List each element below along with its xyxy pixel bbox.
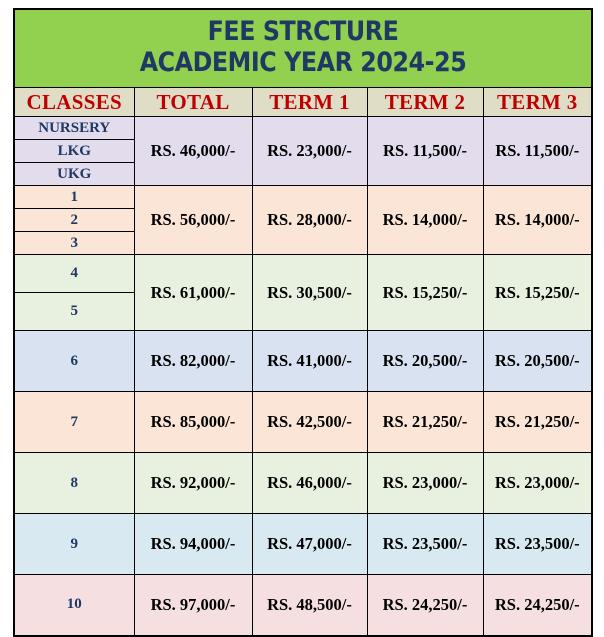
fee-amount-total: RS. 56,000/- [134, 186, 252, 255]
fee-amount-total: RS. 46,000/- [134, 117, 252, 186]
class-label-cell: 3 [14, 232, 134, 255]
title-line-1: FEE STRCTURE [207, 16, 399, 47]
fee-amount-total: RS. 92,000/- [134, 453, 252, 514]
column-header-term1: TERM 1 [252, 88, 367, 117]
fee-amount-term2: RS. 21,250/- [367, 392, 483, 453]
fee-amount-term2: RS. 20,500/- [367, 331, 483, 392]
table-row [14, 255, 592, 293]
fee-amount-term3: RS. 23,000/- [483, 453, 592, 514]
class-label-cell: LKG [14, 140, 134, 163]
title-line-2: ACADEMIC YEAR 2024-25 [139, 47, 467, 78]
fee-amount-term1: RS. 41,000/- [252, 331, 367, 392]
fee-amount-total: RS. 61,000/- [134, 255, 252, 331]
fee-amount-term2: RS. 23,000/- [367, 453, 483, 514]
fee-amount-term3: RS. 20,500/- [483, 331, 592, 392]
column-header-term2: TERM 2 [367, 88, 483, 117]
column-header-classes: CLASSES [14, 88, 134, 117]
fee-table-container [13, 8, 591, 637]
column-header-total: TOTAL [134, 88, 252, 117]
fee-amount-term2: RS. 23,500/- [367, 514, 483, 575]
fee-amount-total: RS. 94,000/- [134, 514, 252, 575]
fee-amount-term1: RS. 47,000/- [252, 514, 367, 575]
table-row [14, 514, 592, 575]
title-row [14, 9, 592, 88]
class-label-cell: 7 [14, 392, 134, 453]
fee-amount-term2: RS. 15,250/- [367, 255, 483, 331]
document-title [14, 9, 592, 88]
column-header-term3: TERM 3 [483, 88, 592, 117]
class-label-cell: 4 [14, 255, 134, 293]
fee-amount-term1: RS. 30,500/- [252, 255, 367, 331]
fee-amount-term3: RS. 24,250/- [483, 575, 592, 636]
class-label-cell: 6 [14, 331, 134, 392]
fee-amount-term1: RS. 42,500/- [252, 392, 367, 453]
fee-amount-total: RS. 85,000/- [134, 392, 252, 453]
table-row [14, 117, 592, 140]
fee-amount-term3: RS. 15,250/- [483, 255, 592, 331]
table-row [14, 392, 592, 453]
column-header-row [14, 88, 592, 117]
fee-amount-term3: RS. 11,500/- [483, 117, 592, 186]
class-label-cell: 10 [14, 575, 134, 636]
class-label-cell: 8 [14, 453, 134, 514]
fee-amount-term3: RS. 21,250/- [483, 392, 592, 453]
table-row [14, 186, 592, 209]
fee-amount-total: RS. 82,000/- [134, 331, 252, 392]
fee-amount-term3: RS. 23,500/- [483, 514, 592, 575]
table-row [14, 575, 592, 636]
table-head [14, 9, 592, 117]
fee-amount-term1: RS. 23,000/- [252, 117, 367, 186]
class-label-cell: 9 [14, 514, 134, 575]
table-row [14, 331, 592, 392]
table-body [14, 117, 592, 636]
fee-amount-term2: RS. 11,500/- [367, 117, 483, 186]
fee-amount-total: RS. 97,000/- [134, 575, 252, 636]
fee-amount-term1: RS. 28,000/- [252, 186, 367, 255]
fee-amount-term3: RS. 14,000/- [483, 186, 592, 255]
table-row [14, 453, 592, 514]
class-label-cell: UKG [14, 163, 134, 186]
class-label-cell: 2 [14, 209, 134, 232]
class-label-cell: NURSERY [14, 117, 134, 140]
fee-amount-term1: RS. 46,000/- [252, 453, 367, 514]
fee-structure-table [13, 8, 593, 637]
fee-amount-term1: RS. 48,500/- [252, 575, 367, 636]
class-label-cell: 5 [14, 293, 134, 331]
class-label-cell: 1 [14, 186, 134, 209]
fee-amount-term2: RS. 14,000/- [367, 186, 483, 255]
fee-amount-term2: RS. 24,250/- [367, 575, 483, 636]
